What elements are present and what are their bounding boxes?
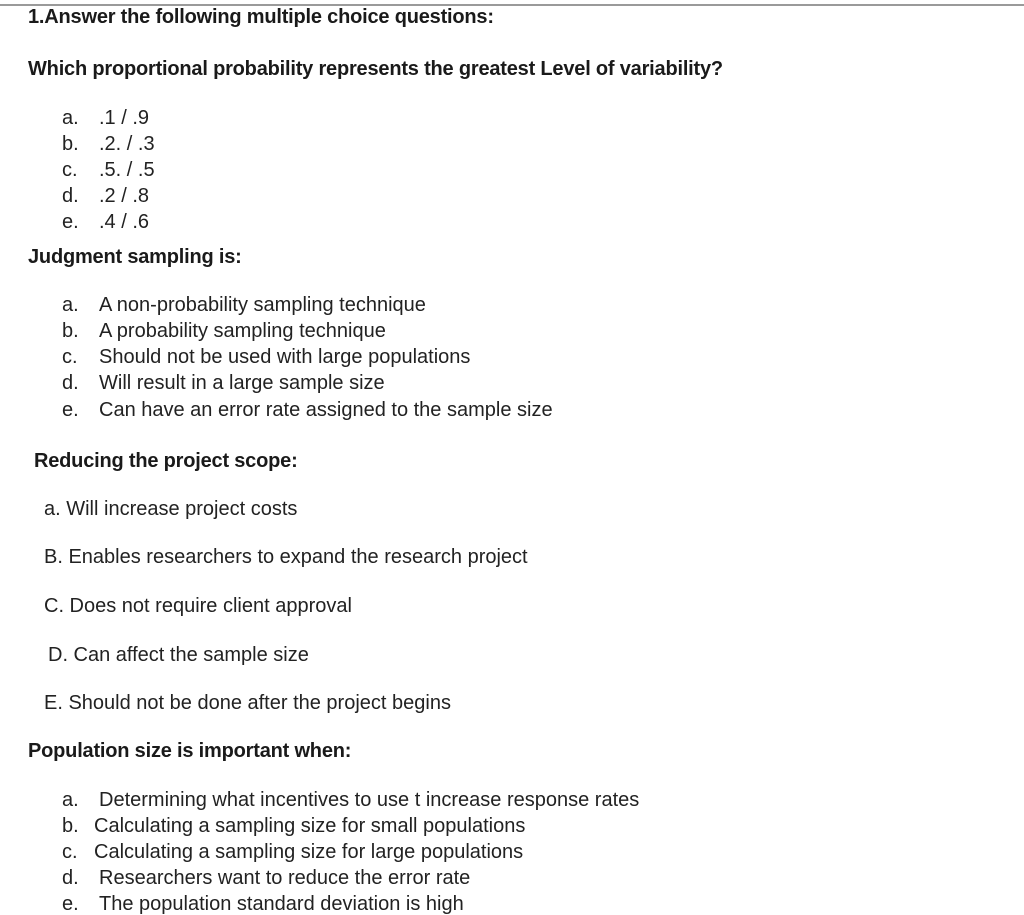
option-letter: a. [62,294,79,316]
question-3-option-d[interactable]: D. Can affect the sample size [48,644,309,666]
question-4-option-d[interactable] [62,867,471,890]
option-letter: c. [62,346,78,368]
question-1-option-e[interactable] [62,211,150,234]
option-text: .1 / .9 [99,107,150,129]
question-2-prompt: Judgment sampling is: [28,246,242,268]
question-3-option-b[interactable]: B. Enables researchers to expand the research project [44,546,528,568]
option-letter: b. [62,133,79,155]
option-letter: d. [62,372,79,394]
option-text: Researchers want to reduce the error rate [99,867,471,889]
question-3-option-c[interactable]: C. Does not require client approval [44,595,352,617]
option-text: Determining what incentives to use t increase response rates [99,789,640,811]
question-1-option-b[interactable] [62,133,155,156]
option-text: A probability sampling technique [99,320,386,342]
question-4-option-b[interactable] [62,815,526,838]
option-text: .4 / .6 [99,211,150,233]
option-letter: b. [62,815,79,837]
option-text: The population standard deviation is high [99,893,464,915]
question-4-prompt: Population size is important when: [28,740,352,762]
question-1-option-c[interactable] [62,159,155,182]
option-letter: d. [62,867,79,889]
option-text: Calculating a sampling size for small populations [94,815,526,837]
option-letter: a. [62,107,79,129]
option-letter: b. [62,320,79,342]
question-1-option-a[interactable] [62,107,150,130]
option-letter: e. [62,211,79,233]
question-4-option-a[interactable] [62,789,640,812]
question-2-option-e[interactable] [62,399,553,422]
question-2-option-b[interactable] [62,320,386,343]
option-text: Calculating a sampling size for large populations [94,841,524,863]
option-text: A non-probability sampling technique [99,294,426,316]
question-3-prompt: Reducing the project scope: [34,450,298,472]
option-letter: e. [62,399,79,421]
option-text: .2 / .8 [99,185,150,207]
question-3-option-e[interactable]: E. Should not be done after the project begins [44,692,451,714]
option-text: .5. / .5 [99,159,155,181]
question-2-option-d[interactable] [62,372,385,395]
option-letter: c. [62,841,78,863]
question-1-option-d[interactable] [62,185,150,208]
question-1-prompt: Which proportional probability represents the greatest Level of variability? [28,58,723,80]
question-4-option-e[interactable] [62,893,464,915]
question-3-option-a[interactable]: a. Will increase project costs [44,498,298,520]
option-letter: a. [62,789,79,811]
question-4-option-c[interactable] [62,841,524,864]
option-text: Can have an error rate assigned to the sample size [99,399,553,421]
question-2-option-a[interactable] [62,294,426,317]
option-text: .2. / .3 [99,133,155,155]
option-text: Will result in a large sample size [99,372,385,394]
document-title: 1.Answer the following multiple choice questions: [28,6,494,28]
option-letter: e. [62,893,79,915]
option-letter: c. [62,159,78,181]
option-text: Should not be used with large populations [99,346,471,368]
option-letter: d. [62,185,79,207]
question-2-option-c[interactable] [62,346,471,369]
